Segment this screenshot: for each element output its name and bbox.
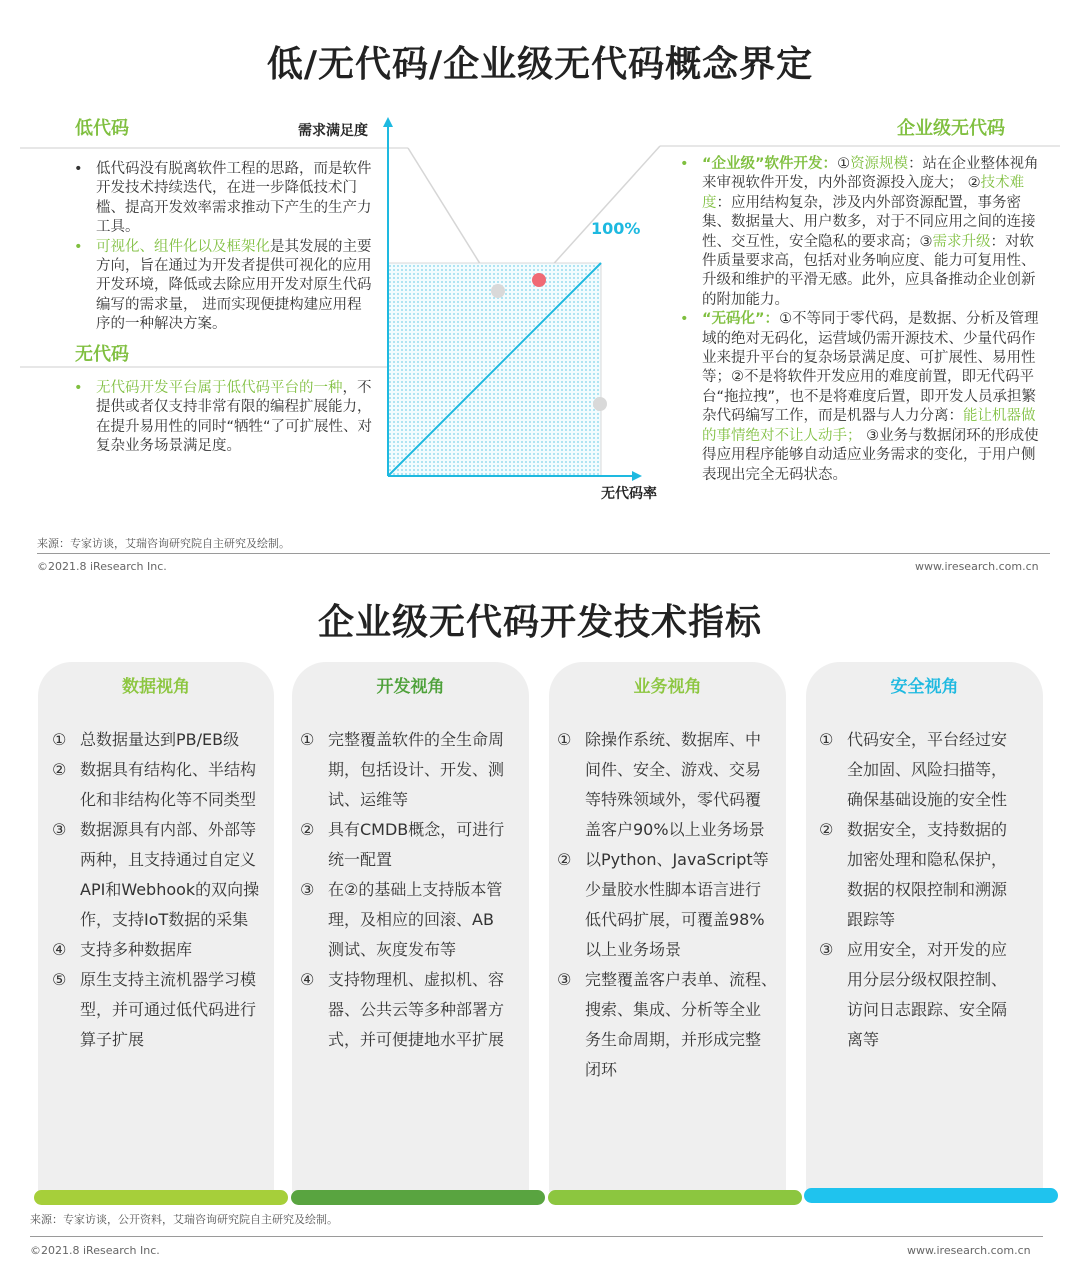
item-line: API和Webhook的双向操 [80,880,260,899]
nocode-heading: 无代码 [75,344,129,365]
card-title: 安全视角 [890,677,959,697]
page1-website: www.iresearch.com.cn [915,560,1039,573]
item-number: ① [819,730,834,749]
bullet-dot: • [74,238,83,255]
page2-website: www.iresearch.com.cn [907,1244,1031,1257]
card-list-item [300,965,504,1055]
item-line: 访问日志跟踪、安全隔 [847,1000,1008,1019]
card-list-item [52,815,259,935]
enterprise-nocode-point [532,273,546,287]
item-line: 理，及相应的回滚、AB [328,910,494,929]
bullet-dot: • [680,156,689,172]
item-line: 统一配置 [328,850,393,869]
machine-human-highlight: 能让机器做的事情绝对不让人动手； [702,408,1036,444]
enterprise-bullet-1-label: “企业级”软件开发： [702,156,838,172]
card-list-item [819,935,1007,1055]
item-line: 型，并可通过低代码进行 [80,1000,257,1019]
nocode-bullet-1-text: ，不提供或者仅支持非常有限的编程扩展能力，在提升易用性的同时“牺牲“了可扩展性、对复杂业务场景满足度。 [96,380,373,455]
lowcode-bullet-1-text: 低代码没有脱离软件工程的思路，而是软件开发技术持续迭代，在进一步降低技术门槛、提高开发效率需求推动下产生的生产力工具。 [96,161,372,236]
item-line: 作，支持IoT数据的采集 [80,910,249,929]
tech-difficulty-highlight: 技术难度 [702,175,1025,211]
item-line: 化和非结构化等不同类型 [80,790,257,809]
card-list-item [557,965,777,1085]
item-line: 等特殊领域外，零代码覆 [585,790,762,809]
item-number: ③ [52,820,67,839]
item-line: 数据安全，支持数据的 [847,820,1008,839]
enterprise-bullet-1-text-a: ① [837,156,851,172]
card-list-item [557,845,777,965]
item-number: ② [300,820,315,839]
card-list-item [52,725,259,755]
page1-source: 来源：专家访谈，艾瑞咨询研究院自主研究及绘制。 [37,537,290,550]
enterprise-bullet-2-text-a: ①不等同于零代码，是数据、分析及管理域的绝对无码化，运营域仍需开源技术、少量代码作业来提升平台的复杂场景满足度、可扩展性、易用性等；②不是将软件开发应用的难度前置，即无代码平台“拖拉拽”，也不是将难度后置，即开发人员承担繁杂代码编写工作，而是机器与人力分离： [702,311,1039,425]
item-line: 低代码扩展，可覆盖98% [585,910,765,929]
item-line: 搜索、集成、分析等全业 [585,1000,762,1019]
enterprise-bullet-2-text-b: ③业务与数据闭环的形成使得应用程序能够自动适应业务需求的变化，于用户侧表现出完全无码状态。 [702,427,1039,483]
item-line: 完整覆盖客户表单、流程、 [585,970,778,989]
card-list-item [557,725,777,845]
card-business-perspective [549,662,786,1192]
item-line: 期，包括设计、开发、测 [328,760,505,779]
x-axis-arrow-icon [632,471,642,481]
item-number: ① [300,730,315,749]
item-line: 确保基础设施的安全性 [847,790,1008,809]
item-line: 试、运维等 [328,790,409,809]
card-title: 开发视角 [376,677,445,697]
nocode-point [593,397,607,411]
item-line: 加密处理和隐私保护， [847,850,1008,869]
item-line: 数据的权限控制和溯源 [847,880,1008,899]
page2-divider [30,1236,1043,1237]
lowcode-heading: 低代码 [75,118,129,139]
card-bar-business [548,1190,802,1205]
page2-copyright: ©2021.8 iResearch Inc. [30,1244,160,1257]
card-title: 业务视角 [633,677,702,697]
item-number: ① [52,730,67,749]
item-line: 式，并可便捷地水平扩展 [328,1030,505,1049]
page1-divider [37,553,1050,554]
item-number: ② [819,820,834,839]
item-line: 数据源具有内部、外部等 [80,820,257,839]
item-line: 支持多种数据库 [80,940,193,959]
item-number: ② [557,850,572,869]
page2-source: 来源：专家访谈，公开资料，艾瑞咨询研究院自主研究及绘制。 [30,1213,338,1226]
enterprise-nocode-heading: 企业级无代码 [897,118,1005,139]
item-line: 以Python、JavaScript等 [585,850,769,869]
item-number: ④ [52,940,67,959]
item-line: 离等 [847,1030,880,1049]
item-line: 全加固、风险扫描等， [847,760,1008,779]
card-list-item [52,965,259,1055]
item-line: 用分层分级权限控制、 [847,970,1008,989]
bullet-dot: • [74,161,83,177]
y-axis-arrow-icon [383,117,393,127]
enterprise-bullet-2-label: “无码化”： [702,311,780,328]
card-list-item [52,755,259,815]
enterprise-bullet-1-text-c: ：应用结构复杂，涉及内外部资源配置，事务密集、数据量大、用户数多，对于不同应用之间的连接性、交互性，安全隐私的要求高；③ [702,194,1036,250]
item-line: 原生支持主流机器学习模 [80,970,257,989]
item-line: 少量胶水性脚本语言进行 [585,880,762,899]
item-number: ① [557,730,572,749]
lowcode-bullet-2-highlight: 可视化、组件化以及框架化 [96,238,270,255]
card-items [819,725,1007,1055]
item-line: 闭环 [585,1060,618,1079]
card-list-item [300,725,504,815]
enterprise-bullet-1-text-d: ：对软件质量要求高，包括对业务响应度、能力可复用性、升级和维护的平滑无感。此外，应具备推动企业创新的附加能力。 [702,233,1036,308]
item-line: 算子扩展 [80,1030,145,1049]
item-line: 代码安全，平台经过安 [847,730,1008,749]
item-line: 总数据量达到PB/EB级 [80,730,240,749]
item-number: ③ [557,970,572,989]
item-number: ④ [300,970,315,989]
card-title: 数据视角 [122,677,190,697]
demand-upgrade-highlight: 需求升级 [932,233,991,250]
card-dev-perspective [292,662,529,1192]
enterprise-connector [539,146,660,280]
enterprise-bullet-1-text-b: ：站在企业整体视角来审视软件开发，内外部资源投入庞大； ② [702,156,1039,192]
item-number: ③ [300,880,315,899]
bullet-dot: • [680,311,689,328]
card-security-perspective [806,662,1043,1192]
item-number: ② [52,760,67,779]
card-bar-data [34,1190,288,1205]
card-data-perspective [38,662,274,1192]
page2-title: 企业级无代码开发技术指标 [317,602,762,643]
x-axis-label: 无代码率 [601,486,657,502]
item-line: 间件、安全、游戏、交易 [585,760,762,779]
item-line: 支持物理机、虚拟机、容 [328,970,505,989]
item-line: 具有CMDB概念，可进行 [328,820,505,839]
item-number: ⑤ [52,970,67,989]
item-line: 盖客户90%以上业务场景 [585,820,765,839]
item-line: 器、公共云等多种部署方 [328,1000,505,1019]
lowcode-bullet-2-text: 是其发展的主要方向，旨在通过为开发者提供可视化的应用开发环境，降低或去除应用开发对原生代码编写的需求量， 进而实现便捷构建应用程序的一种解决方案。 [96,238,372,333]
item-line: 跟踪等 [847,910,896,929]
resource-scale-highlight: 资源规模 [850,156,909,172]
percent-label: 100% [591,219,641,238]
card-list-item [52,935,259,965]
item-line: 测试、灰度发布等 [328,940,457,959]
item-line: 务生命周期，并形成完整 [585,1030,762,1049]
card-list-item [300,875,504,965]
card-items [300,725,504,1055]
card-bar-security [804,1188,1058,1203]
item-line: 在②的基础上支持版本管 [328,880,503,899]
card-bar-dev [291,1190,545,1205]
card-items [557,725,777,1085]
card-list-item [819,815,1007,935]
item-line: 数据具有结构化、半结构 [80,760,257,779]
card-list-item [300,815,504,875]
item-line: 以上业务场景 [585,940,682,959]
page1-copyright: ©2021.8 iResearch Inc. [37,560,167,573]
nocode-bullet-1-highlight: 无代码开发平台属于低代码平台的一种 [96,380,343,396]
concept-diagram [0,0,1080,560]
lowcode-point [491,284,505,298]
bullet-dot: • [74,380,83,396]
item-number: ③ [819,940,834,959]
card-items [52,725,259,1055]
item-line: 除操作系统、数据库、中 [585,730,762,749]
item-line: 完整覆盖软件的全生命周 [328,730,505,749]
card-list-item [819,725,1007,815]
item-line: 两种，且支持通过自定义 [80,850,257,869]
page-title: 低/无代码/企业级无代码概念界定 [266,44,814,85]
y-axis-label: 需求满足度 [298,123,368,139]
item-line: 应用安全，对开发的应 [847,940,1008,959]
